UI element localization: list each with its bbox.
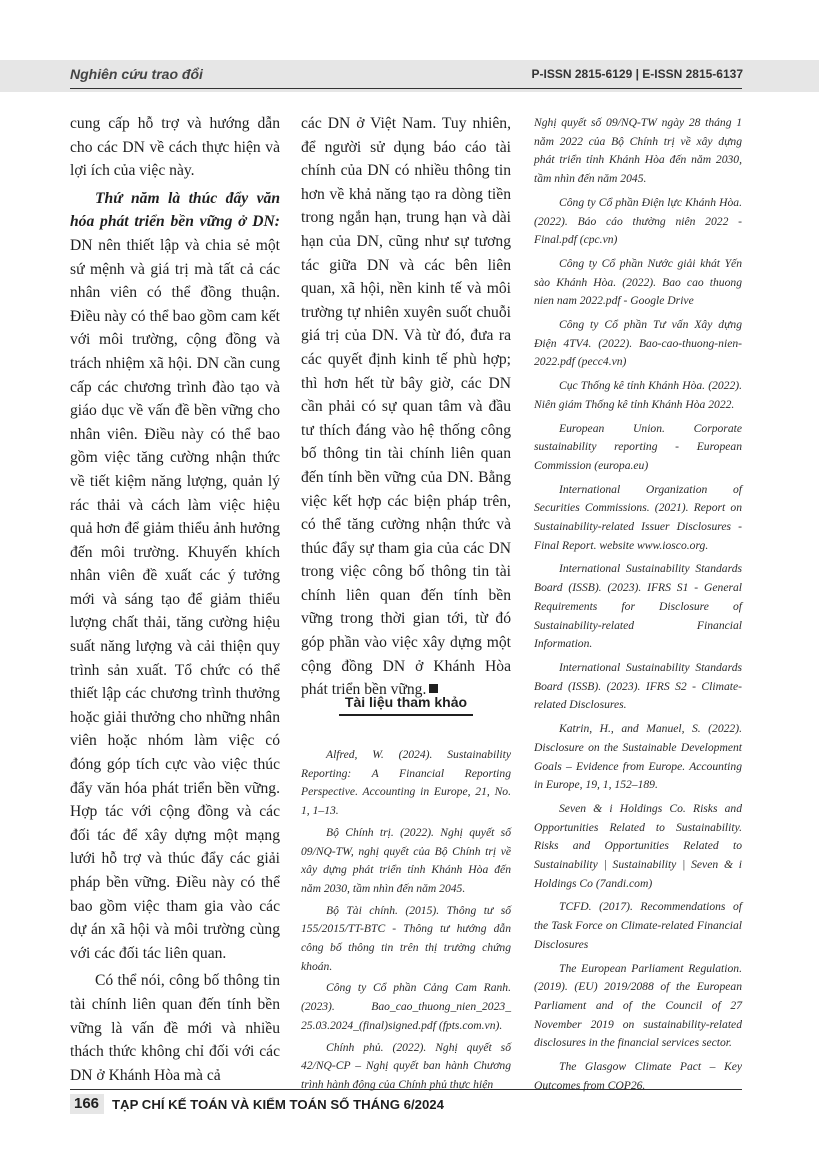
reference-item: The European Parliament Regulation. (2019). (EU) 2019/2088 of the European Parliament and of the Council of 27 November 2019 on sustainability-related disclosures in the financial services sector.	[534, 961, 742, 1050]
paragraph-text: DN nên thiết lập và chia sẻ một sứ mệnh và giá trị mà tất cả các nhân viên có thể đồng thuận. Điều này có thể bao gồm cam kết với môi trường, cộng đồng và trách nhiệm xã hội. DN cần cung cấp các chương trình đào tạo và giáo dục về vấn đề bền vững cho nhân viên. Điều này có thể bao gồm việc tăng cường nhận thức về tiết kiệm năng lượng, quản lý rác thải và cách làm việc hiệu quả hơn để giảm thiểu ảnh hưởng đến môi trường. Khuyến khích nhân viên đề xuất các ý tưởng mới và sáng tạo để giảm thiểu lượng chất thải, tăng cường hiệu suất năng lượng và cải thiện quy trình sản xuất. Tổ chức có thể thiết lập các chương trình thưởng hoặc giải thưởng cho những nhân viên hoặc nhóm làm việc có đóng góp tích cực vào việc thúc đẩy văn hóa phát triển bền vững. Hợp tác với cộng đồng và các đối tác để xây dựng một mạng lưới hỗ trợ và thúc đẩy các giải pháp bền vững. Điều này có thể bao gồm việc tham gia vào các dự án xã hội và môi trường cùng với các đối tác liên quan.	[70, 236, 280, 962]
page-number: 166	[74, 1095, 100, 1112]
reference-item: European Union. Corporate sustainability reporting - European Commission (europa.eu)	[534, 421, 742, 472]
reference-item: Công ty Cổ phần Cảng Cam Ranh. (2023). Bao_cao_thuong_nien_2023_ 25.03.2024_(final)signed.pdf (fpts.com.vn).	[301, 981, 511, 1032]
paragraph-text: các DN ở Việt Nam. Tuy nhiên, để người sử dụng báo cáo tài chính của DN có nhiều thông tin hơn về khả năng tạo ra dòng tiền trong ngắn hạn, trung hạn và dài hạn của DN, cũng như sự tương tác giữa DN và các bên liên quan, xã hội, nền kinh tế và môi trường tự nhiên xuyên suốt chuỗi giá trị của DN. Và từ đó, đưa ra các quyết định kinh tế phù hợp; thì hơn hết từ bây giờ, các DN cần phải có sự quan tâm và đầu tư thích đáng vào hệ thống công bố thông tin tài chính liên quan đến tính bền vững của DN. Bằng việc kết hợp các biện pháp trên, có thể tăng cường nhận thức và thúc đẩy sự tham gia của các DN trong việc công bố thông tin tài chính liên quan đến tính bền vững trong thời gian tới, từ đó góp phần vào việc xây dựng một cộng đồng DN ở Khánh Hòa phát triển bền vững.	[301, 115, 511, 699]
reference-item: Công ty Cổ phần Tư vấn Xây dựng Điện 4TV4. (2022). Bao-cao-thuong-nien-2022.pdf (pecc4.vn)	[534, 318, 742, 369]
reference-item: Công ty Cổ phần Điện lực Khánh Hòa. (2022). Báo cáo thường niên 2022 - Final.pdf (cpc.vn)	[534, 195, 742, 247]
reference-item: Chính phủ. (2022). Nghị quyết số 42/NQ-CP – Nghị quyết ban hành Chương trình hành động của Chính phủ thực hiện	[301, 1040, 511, 1091]
footer-divider	[70, 1089, 742, 1090]
reference-item: Cục Thống kê tỉnh Khánh Hòa. (2022). Niên giám Thống kê tỉnh Khánh Hòa 2022.	[534, 379, 742, 411]
reference-item: Công ty Cổ phần Nước giải khát Yến sào Khánh Hòa. (2022). Bao cao thuong nien nam 2022.pdf - Google Drive	[534, 256, 742, 308]
journal-section-title: Nghiên cứu trao đổi	[70, 66, 203, 82]
reference-item: Katrin, H., and Manuel, S. (2022). Disclosure on the Sustainable Development Goals – Evidence from Europe. Accounting in Europe, 19, 1, 152–189.	[534, 722, 742, 792]
text-column-2	[301, 112, 511, 702]
footer-journal-title: TẠP CHÍ KẾ TOÁN VÀ KIỂM TOÁN SỐ THÁNG 6/2024	[112, 1097, 444, 1112]
reference-item: International Sustainability Standards Board (ISSB). (2023). IFRS S2 - Climate-related Disclosures.	[534, 660, 742, 712]
paragraph: cung cấp hỗ trợ và hướng dẫn cho các DN về cách thực hiện và lợi ích của việc này.	[70, 115, 280, 180]
end-of-article-mark	[429, 684, 438, 693]
references-heading: Tài liệu tham khảo	[339, 694, 473, 716]
reference-item: The Glasgow Climate Pact – Key Outcomes from COP26.	[534, 1060, 742, 1092]
paragraph-conclusion: Có thể nói, công bố thông tin tài chính liên quan đến tính bền vững là vấn đề mới và nhiều thách thức không chỉ đối với các DN ở Khánh Hòa mà cả	[70, 972, 280, 1084]
reference-item: Bộ Tài chính. (2015). Thông tư số 155/2015/TT-BTC - Thông tư hướng dẫn công bố thông tin trên thị trường chứng khoán.	[301, 903, 511, 973]
paragraph-lead-in: Thứ năm là thúc đẩy văn hóa phát triển bền vững ở DN:	[70, 189, 280, 231]
references-heading-wrap	[301, 694, 511, 716]
reference-item: International Sustainability Standards Board (ISSB). (2023). IFRS S1 - General Requirements for Disclosure of Sustainability-related Financial Information.	[534, 562, 742, 651]
issn-label: P-ISSN 2815-6129 | E-ISSN 2815-6137	[531, 67, 743, 81]
reference-item-continued: Nghị quyết số 09/NQ-TW ngày 28 tháng 1 năm 2022 của Bộ Chính trị về xây dựng phát triển tỉnh Khánh Hòa đến năm 2030, tầm nhìn đến năm 2045.	[534, 116, 742, 186]
references-list-part-1	[301, 746, 511, 1098]
paragraph-fifth-solution	[70, 187, 280, 966]
reference-item: International Organization of Securities Commissions. (2021). Report on Sustainability-related Issuer Disclosures - Final Report. website www.iosco.org.	[534, 482, 742, 552]
reference-item: Seven & i Holdings Co. Risks and Opportunities Related to Sustainability. Risks and Opportunities Related to Sustainability | Sustainability | Seven & i Holdings Co (7andi.com)	[534, 801, 742, 890]
text-column-1	[70, 112, 280, 1087]
header-divider	[70, 88, 742, 89]
references-list-part-2	[534, 114, 742, 1100]
reference-item: TCFD. (2017). Recommendations of the Task Force on Climate-related Financial Disclosures	[534, 900, 742, 951]
reference-item: Bộ Chính trị. (2022). Nghị quyết số 09/NQ-TW, nghị quyết của Bộ Chính trị về xây dựng phát triển tỉnh Khánh Hòa đến năm 2030, tầm nhìn đến năm 2045.	[301, 825, 511, 895]
reference-item: Alfred, W. (2024). Sustainability Reporting: A Financial Reporting Perspective. Accounting in Europe, 21, No. 1, 1–13.	[301, 748, 511, 818]
paragraph-continued	[301, 112, 511, 702]
